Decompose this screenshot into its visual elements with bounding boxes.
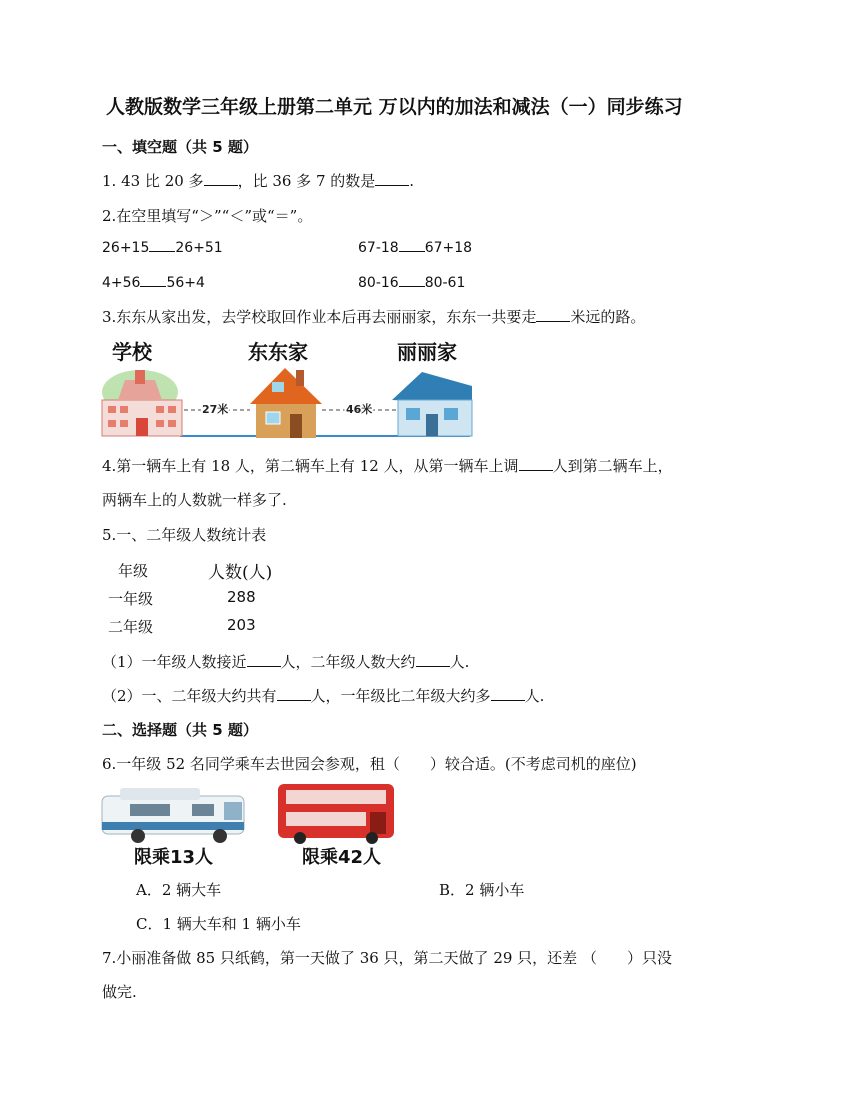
double-decker-bus-icon (278, 784, 394, 844)
li-home-label: 丽丽家 (397, 340, 457, 364)
q1-text-c: . (409, 172, 415, 190)
small-bus-icon (102, 788, 244, 843)
table-cell-count: 288 (227, 588, 256, 606)
answer-blank[interactable] (416, 652, 450, 667)
school-label: 学校 (112, 340, 152, 364)
compare-item: 26+15 26+51 (102, 237, 223, 256)
distance-label-1: 27米 (202, 403, 229, 416)
q1-text-a: 1. 43 比 20 多 (102, 172, 204, 190)
option-a[interactable]: A．2 辆大车 (136, 881, 222, 899)
section-heading-choice: 二、选择题（共 5 题） (102, 721, 258, 739)
question-7: 7.小丽准备做 85 只纸鹤，第一天做了 36 只，第二天做了 29 只，还差 （ ）只没 (102, 949, 672, 967)
vehicles-illustration (100, 782, 400, 844)
large-bus-capacity: 限乘42人 (302, 847, 382, 868)
question-4: 4.第一辆车上有 18 人，第二辆车上有 12 人，从第一辆车上调 人到第二辆车上， (102, 457, 673, 475)
answer-blank[interactable] (277, 686, 311, 701)
question-5-sub-2: （2）一、二年级大约共有 人，一年级比二年级大约多 人. (102, 687, 545, 705)
question-4-line2: 两辆车上的人数就一样多了. (102, 491, 287, 509)
compare-item: 4+56 56+4 (102, 272, 205, 291)
answer-blank[interactable] (519, 456, 553, 471)
question-1 (102, 170, 414, 191)
question-3: 3.东东从家出发，去学校取回作业本后再去丽丽家，东东一共要走 米远的路。 (102, 308, 646, 326)
small-bus-capacity: 限乘13人 (134, 847, 214, 868)
route-illustration (100, 360, 480, 445)
q1-text-b: ，比 36 多 7 的数是 (237, 172, 376, 190)
distance-label-2: 46米 (346, 403, 373, 416)
answer-blank[interactable] (149, 237, 175, 252)
compare-item: 80-16 80-61 (358, 272, 465, 291)
answer-blank[interactable] (399, 237, 425, 252)
answer-blank[interactable] (247, 652, 281, 667)
table-header-grade: 年级 (118, 562, 149, 580)
question-6: 6.一年级 52 名同学乘车去世园会参观，租（ ）较合适。(不考虑司机的座位) (102, 755, 637, 773)
table-cell-grade: 一年级 (108, 590, 154, 608)
school-icon (102, 370, 182, 436)
section-heading-fill: 一、填空题（共 5 题） (102, 138, 258, 156)
answer-blank[interactable] (491, 686, 525, 701)
dong-home-label: 东东家 (248, 340, 308, 364)
page-title: 人教版数学三年级上册第二单元 万以内的加法和减法（一）同步练习 (106, 96, 683, 118)
option-b[interactable]: B．2 辆小车 (439, 881, 525, 899)
table-cell-count: 203 (227, 616, 256, 634)
house-icon (392, 372, 472, 436)
question-5: 5.一、二年级人数统计表 (102, 526, 267, 544)
answer-blank[interactable] (399, 272, 425, 287)
house-icon (250, 368, 322, 438)
question-5-sub-1: （1）一年级人数接近 人，二年级人数大约 人. (102, 653, 470, 671)
table-header-count: 人数(人) (208, 563, 273, 583)
answer-blank[interactable] (204, 171, 238, 186)
question-7-line2: 做完. (102, 983, 137, 1001)
answer-blank[interactable] (536, 307, 570, 322)
question-2: 2.在空里填写“＞”“＜”或“＝”。 (102, 207, 313, 225)
compare-item: 67-18 67+18 (358, 237, 472, 256)
option-c[interactable]: C．1 辆大车和 1 辆小车 (136, 915, 301, 933)
answer-blank[interactable] (375, 171, 409, 186)
answer-blank[interactable] (140, 272, 166, 287)
table-cell-grade: 二年级 (108, 618, 154, 636)
